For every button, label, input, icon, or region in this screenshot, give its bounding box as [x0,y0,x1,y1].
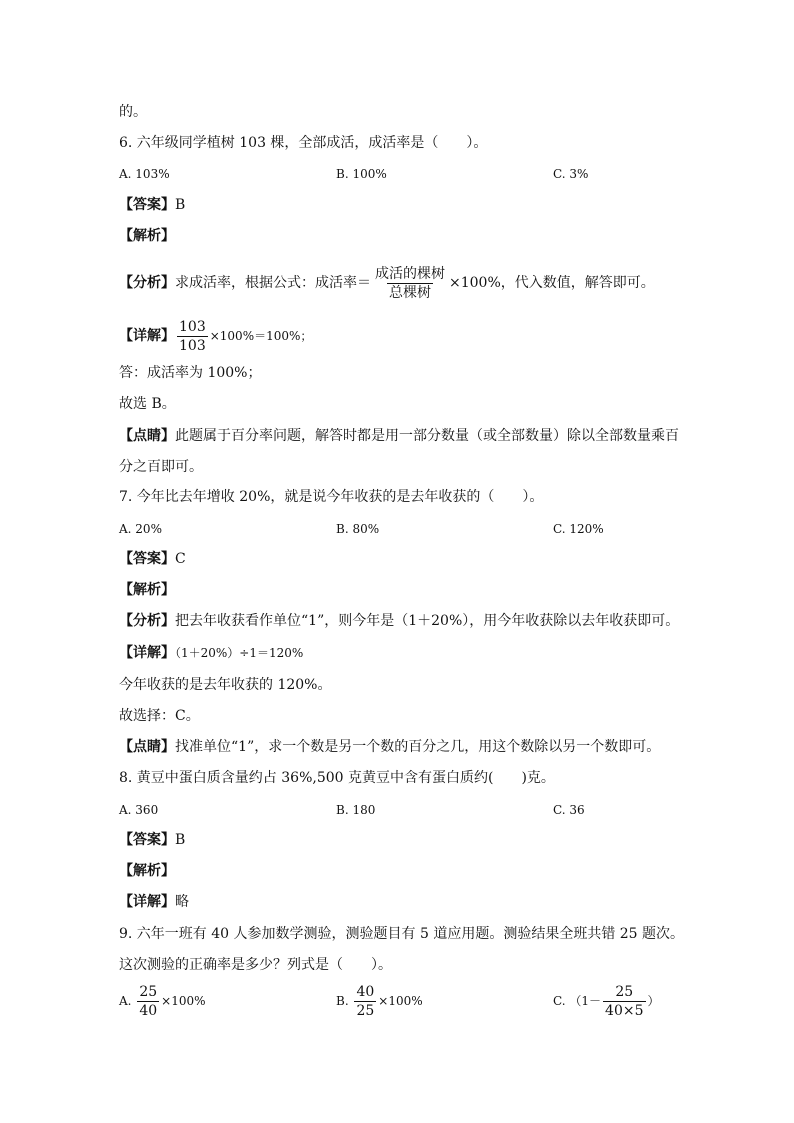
q7-option-a: A. 20% [119,522,162,536]
fenxi-pre: 求成活率，根据公式：成活率＝ [175,275,371,291]
q8-question: 8. 黄豆中蛋白质含量约占 36%,500 克黄豆中含有蛋白质约( )克。 [119,770,555,786]
comment-tag: 【点睛】 [119,739,175,755]
option-a-post: ×100% [161,994,206,1008]
comment-text: 找准单位“1”，求一个数是另一个数的百分之几，用这个数除以另一个数即可。 [175,739,661,755]
q7-question: 7. 今年比去年增收 20%，就是说今年收获的是去年收获的（ ）。 [119,489,544,505]
option-b-fraction [354,983,376,1020]
q6-option-a: A. 103% [119,167,170,181]
q6-analysis-tag: 【解析】 [119,228,175,244]
fenxi-numerator: 成活的棵树 [375,265,445,282]
option-a-fraction [137,983,159,1020]
answer-tag: 【答案】 [119,551,175,567]
q6-option-c: C. 3% [553,167,589,181]
option-c-pre: （1－ [569,994,602,1008]
q6-option-b: B. 100% [336,167,387,181]
q6-detail [119,316,312,356]
q8-detail [119,892,189,912]
top-fragment: 的。 [119,104,147,120]
q7-comment [119,737,660,757]
option-c-denominator: 40×5 [605,1003,644,1019]
option-b-numerator: 40 [356,984,375,1000]
q9-option-c [553,981,660,1021]
q8-answer [119,830,185,850]
q7-line2: 今年收获的是去年收获的 120%。 [119,677,332,693]
detail-denominator: 103 [179,337,206,354]
q6-reply: 答：成活率为 100%； [119,365,262,381]
q7-detail [119,643,303,663]
option-label: A. [119,994,132,1008]
q6-answer [119,195,185,215]
q7-answer [119,549,186,569]
q8-option-b: B. 180 [336,803,376,817]
q6-comment [119,421,679,483]
option-c-fraction [603,983,645,1020]
detail-tag: 【详解】 [119,645,175,661]
q8-option-a: A. 360 [119,803,159,817]
q7-analysis-tag: 【解析】 [119,582,175,598]
q7-option-c: C. 120% [553,522,604,536]
answer-tag: 【答案】 [119,832,175,848]
fenxi-tag: 【分析】 [119,275,175,291]
fenxi-fraction [373,265,447,302]
q6-question: 6. 六年级同学植树 103 棵，全部成活，成活率是（ ）。 [119,135,488,151]
q6-choose: 故选 B。 [119,396,176,412]
answer-value: B [175,197,186,213]
detail-fraction [177,318,208,355]
q9-question-line1: 9. 六年一班有 40 人参加数学测验，测验题目有 5 道应用题。测验结果全班共错 25 题次。 [119,926,685,942]
q7-fenxi [119,611,679,631]
detail-post: ×100%＝100%； [209,329,313,343]
option-a-numerator: 25 [139,984,158,1000]
detail-text: 略 [175,894,189,910]
detail-text: （1＋20%）÷1＝120% [175,646,304,660]
answer-value: B [175,832,186,848]
detail-tag: 【详解】 [119,894,175,910]
q8-analysis-tag: 【解析】 [119,863,175,879]
fenxi-post: ×100%，代入数值，解答即可。 [449,275,655,291]
fenxi-denominator: 总棵树 [389,284,431,301]
option-a-denominator: 40 [139,1003,158,1019]
q9-option-b [336,981,423,1021]
option-c-post: ） [647,994,660,1008]
q7-choose: 故选择：C。 [119,708,200,724]
answer-value: C [175,551,186,567]
q9-question-line2: 这次测验的正确率是多少？列式是（ ）。 [119,957,392,973]
option-b-post: ×100% [378,994,423,1008]
answer-tag: 【答案】 [119,197,175,213]
detail-tag: 【详解】 [119,328,175,344]
q6-fenxi [119,263,655,303]
fenxi-text: 把去年收获看作单位“1”，则今年是（1＋20%），用今年收获除以去年收获即可。 [175,613,680,629]
comment-tag: 【点睛】 [119,428,175,444]
q8-option-c: C. 36 [553,803,585,817]
q7-option-b: B. 80% [336,522,380,536]
option-b-denominator: 25 [356,1003,375,1019]
option-c-numerator: 25 [615,984,634,1000]
fenxi-tag: 【分析】 [119,613,175,629]
comment-text: 此题属于百分率问题，解答时都是用一部分数量（或全部数量）除以全部数量乘百分之百即可。 [119,428,679,475]
detail-numerator: 103 [179,318,206,335]
option-label: C. [553,994,566,1008]
q9-option-a [119,981,206,1021]
option-label: B. [336,994,349,1008]
